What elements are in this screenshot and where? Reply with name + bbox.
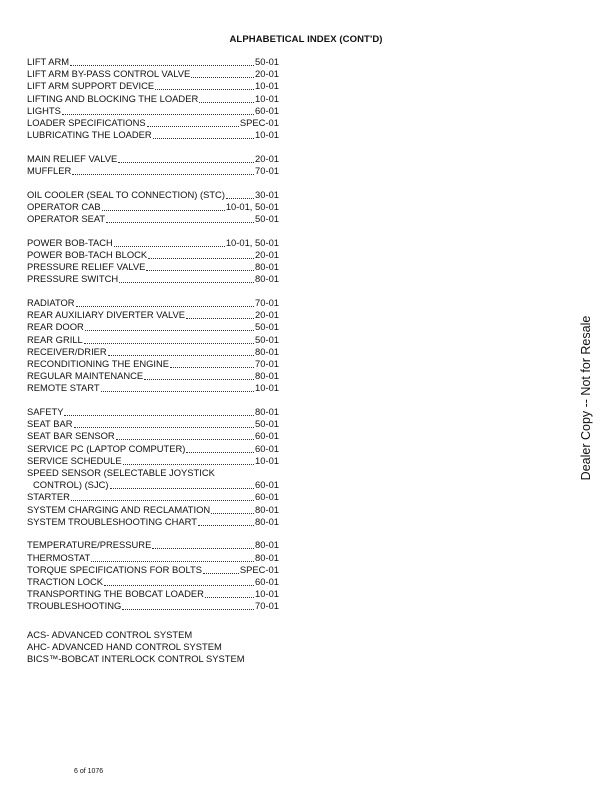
dot-leader	[186, 443, 254, 453]
abbreviation-item: AHC- ADVANCED HAND CONTROL SYSTEM	[27, 641, 222, 653]
entry-label: PRESSURE SWITCH	[27, 273, 119, 285]
entry-label: OPERATOR CAB	[27, 200, 101, 212]
entry-label: LOADER SPECIFICATIONS	[27, 116, 146, 128]
entry-page-ref: 60-01	[255, 491, 279, 503]
index-entry	[27, 201, 279, 213]
dot-leader	[119, 273, 254, 283]
entry-page-ref: 10-01, 50-01	[225, 200, 279, 212]
index-entry	[27, 443, 279, 455]
entry-label: RECONDITIONING THE ENGINE	[27, 357, 170, 369]
entry-page-ref: 80-01	[255, 273, 279, 285]
entry-label: REAR DOOR	[27, 321, 84, 333]
dot-leader	[64, 406, 254, 416]
index-group	[27, 539, 279, 612]
entry-page-ref: 60-01	[255, 104, 279, 116]
dot-leader	[101, 382, 254, 392]
entry-label: REAR GRILL	[27, 333, 83, 345]
dot-leader	[123, 455, 254, 465]
dot-leader	[76, 297, 254, 307]
dot-leader	[122, 600, 254, 610]
entry-label: POWER BOB-TACH	[27, 236, 113, 248]
index-group	[27, 153, 279, 177]
entry-page-ref: 20-01	[255, 68, 279, 80]
index-entry	[27, 249, 279, 261]
entry-label: OIL COOLER (SEAL TO CONNECTION) (STC)	[27, 188, 225, 200]
dot-leader	[71, 491, 254, 501]
entry-page-ref: 30-01	[255, 188, 279, 200]
index-entry	[27, 479, 279, 491]
entry-label: SEAT BAR	[27, 418, 73, 430]
index-entry	[27, 455, 279, 467]
entry-label: LUBRICATING THE LOADER	[27, 129, 152, 141]
entry-page-ref: 10-01	[255, 92, 279, 104]
index-entry	[27, 273, 279, 285]
dot-leader	[211, 504, 254, 514]
entry-page-ref: 10-01	[255, 454, 279, 466]
entry-page-ref: 80-01	[255, 370, 279, 382]
entry-page-ref: 50-01	[255, 56, 279, 67]
dot-leader	[147, 117, 239, 127]
dot-leader	[118, 153, 254, 163]
index-group	[27, 297, 279, 395]
entry-label: LIFTING AND BLOCKING THE LOADER	[27, 92, 199, 104]
entry-page-ref: 80-01	[255, 261, 279, 273]
entry-page-ref: 80-01	[255, 503, 279, 515]
entry-page-ref: 10-01	[255, 382, 279, 394]
entry-page-ref: 70-01	[255, 357, 279, 369]
dot-leader	[198, 516, 254, 526]
index-entry	[27, 564, 279, 576]
entry-label: SPEED SENSOR (SELECTABLE JOYSTICK	[27, 466, 215, 478]
dot-leader	[155, 80, 254, 90]
entry-label: RADIATOR	[27, 297, 75, 308]
entry-page-ref: 80-01	[255, 551, 279, 563]
index-entry	[27, 370, 279, 382]
dot-leader	[102, 201, 225, 211]
index-entry	[27, 491, 279, 503]
dot-leader	[146, 261, 254, 271]
entry-label: TROUBLESHOOTING	[27, 600, 122, 612]
dot-leader	[62, 105, 254, 115]
index-entry	[27, 56, 279, 68]
dot-leader	[72, 165, 254, 175]
entry-page-ref: 10-01	[255, 129, 279, 141]
entry-label: STARTER	[27, 491, 70, 503]
dot-leader	[153, 129, 254, 139]
entry-label: MAIN RELIEF VALVE	[27, 152, 118, 164]
index-entry	[27, 382, 279, 394]
dot-leader	[91, 552, 254, 562]
entry-page-ref: 10-01, 50-01	[225, 236, 279, 248]
entry-label: REAR AUXILIARY DIVERTER VALVE	[27, 309, 186, 321]
entry-label: TRANSPORTING THE BOBCAT LOADER	[27, 588, 204, 600]
entry-page-ref: 60-01	[255, 575, 279, 587]
entry-label: LIFT ARM BY-PASS CONTROL VALVE	[27, 68, 191, 80]
index-entry	[27, 117, 279, 129]
dot-leader	[191, 68, 254, 78]
entry-label: POWER BOB-TACH BLOCK	[27, 248, 148, 260]
index-entry	[27, 237, 279, 249]
index-entry	[27, 309, 279, 321]
dot-leader	[199, 93, 254, 103]
entry-label: MUFFLER	[27, 165, 72, 176]
entry-page-ref: 20-01	[255, 152, 279, 164]
dot-leader	[70, 56, 254, 66]
index-entry	[27, 539, 279, 551]
index-entry	[27, 321, 279, 333]
dot-leader	[74, 418, 255, 428]
index-entry	[27, 68, 279, 80]
entry-label: SYSTEM CHARGING AND RECLAMATION	[27, 503, 211, 515]
watermark: Dealer Copy -- Not for Resale	[579, 315, 593, 481]
index-entry	[27, 467, 279, 479]
dot-leader	[186, 309, 254, 319]
index-entry	[27, 153, 279, 165]
dot-leader	[108, 346, 254, 356]
entry-label: TEMPERATURE/PRESSURE	[27, 539, 152, 551]
entry-page-ref: 80-01	[255, 406, 279, 417]
index-entry	[27, 93, 279, 105]
dot-leader	[116, 430, 254, 440]
entry-label: TORQUE SPECIFICATIONS FOR BOLTS	[27, 563, 203, 575]
entry-page-ref: 80-01	[255, 539, 279, 551]
dot-leader	[148, 249, 254, 259]
entry-page-ref: 70-01	[255, 165, 279, 176]
index-entry	[27, 334, 279, 346]
index-entry	[27, 297, 279, 309]
index-entry	[27, 261, 279, 273]
index-entry	[27, 600, 279, 612]
page-number: 6 of 1076	[74, 768, 104, 775]
dot-leader	[152, 539, 254, 549]
entry-label: LIFT ARM SUPPORT DEVICE	[27, 80, 155, 92]
index-entry	[27, 129, 279, 141]
index-list	[27, 56, 279, 624]
dot-leader	[106, 213, 254, 223]
page-title: ALPHABETICAL INDEX (CONT'D)	[229, 34, 383, 45]
abbreviation-item: BICS™-BOBCAT INTERLOCK CONTROL SYSTEM	[27, 653, 245, 665]
index-group	[27, 406, 279, 528]
index-entry	[27, 418, 279, 430]
entry-page-ref: 20-01	[255, 248, 279, 260]
entry-label: SERVICE PC (LAPTOP COMPUTER)	[27, 442, 186, 454]
index-entry	[27, 552, 279, 564]
index-entry	[27, 80, 279, 92]
entry-label: PRESSURE RELIEF VALVE	[27, 261, 146, 273]
dot-leader	[84, 334, 254, 344]
entry-label: LIFT ARM	[27, 56, 70, 67]
entry-label: OPERATOR SEAT	[27, 213, 106, 225]
dot-leader	[205, 588, 254, 598]
entry-page-ref: 80-01	[255, 515, 279, 527]
entry-label: RECEIVER/DRIER	[27, 345, 107, 357]
abbreviations-list	[27, 629, 245, 666]
dot-leader	[144, 370, 254, 380]
index-entry	[27, 213, 279, 225]
dot-leader	[114, 237, 225, 247]
dot-leader	[226, 189, 254, 199]
index-group	[27, 237, 279, 286]
index-group	[27, 189, 279, 226]
index-entry	[27, 105, 279, 117]
entry-page-ref: 10-01	[255, 588, 279, 600]
entry-label: REMOTE START	[27, 382, 100, 394]
entry-page-ref: 70-01	[255, 600, 279, 612]
index-entry	[27, 516, 279, 528]
dot-leader	[170, 358, 254, 368]
index-entry	[27, 576, 279, 588]
entry-page-ref: 70-01	[255, 297, 279, 308]
index-group	[27, 56, 279, 141]
index-entry	[27, 406, 279, 418]
entry-label: TRACTION LOCK	[27, 575, 104, 587]
index-entry	[27, 504, 279, 516]
entry-label: SEAT BAR SENSOR	[27, 430, 115, 442]
index-entry	[27, 346, 279, 358]
entry-label: SERVICE SCHEDULE	[27, 454, 122, 466]
entry-page-ref: 20-01	[255, 309, 279, 321]
dot-leader	[203, 564, 239, 574]
dot-leader	[85, 321, 254, 331]
entry-page-ref: 60-01	[255, 442, 279, 454]
index-entry	[27, 588, 279, 600]
dot-leader	[104, 576, 254, 586]
entry-page-ref: 10-01	[255, 80, 279, 92]
entry-label: SAFETY	[27, 406, 64, 417]
entry-label: LIGHTS	[27, 104, 61, 116]
abbreviation-item: ACS- ADVANCED CONTROL SYSTEM	[27, 629, 193, 640]
entry-page-ref: 60-01	[255, 430, 279, 442]
index-entry	[27, 430, 279, 442]
entry-page-ref: 50-01	[255, 418, 279, 430]
entry-label: REGULAR MAINTENANCE	[27, 370, 144, 382]
entry-page-ref: 50-01	[255, 321, 279, 333]
entry-page-ref: 80-01	[255, 345, 279, 357]
index-entry	[27, 165, 279, 177]
entry-label: CONTROL) (SJC)	[33, 479, 109, 491]
entry-page-ref: 60-01	[255, 479, 279, 491]
entry-label: THERMOSTAT	[27, 551, 91, 563]
entry-label: SYSTEM TROUBLESHOOTING CHART	[27, 515, 197, 527]
entry-page-ref: SPEC-01	[239, 116, 279, 128]
index-entry	[27, 189, 279, 201]
entry-page-ref: SPEC-01	[239, 563, 279, 575]
entry-page-ref: 50-01	[255, 333, 279, 345]
entry-page-ref: 50-01	[255, 213, 279, 225]
index-entry	[27, 358, 279, 370]
dot-leader	[110, 479, 254, 489]
